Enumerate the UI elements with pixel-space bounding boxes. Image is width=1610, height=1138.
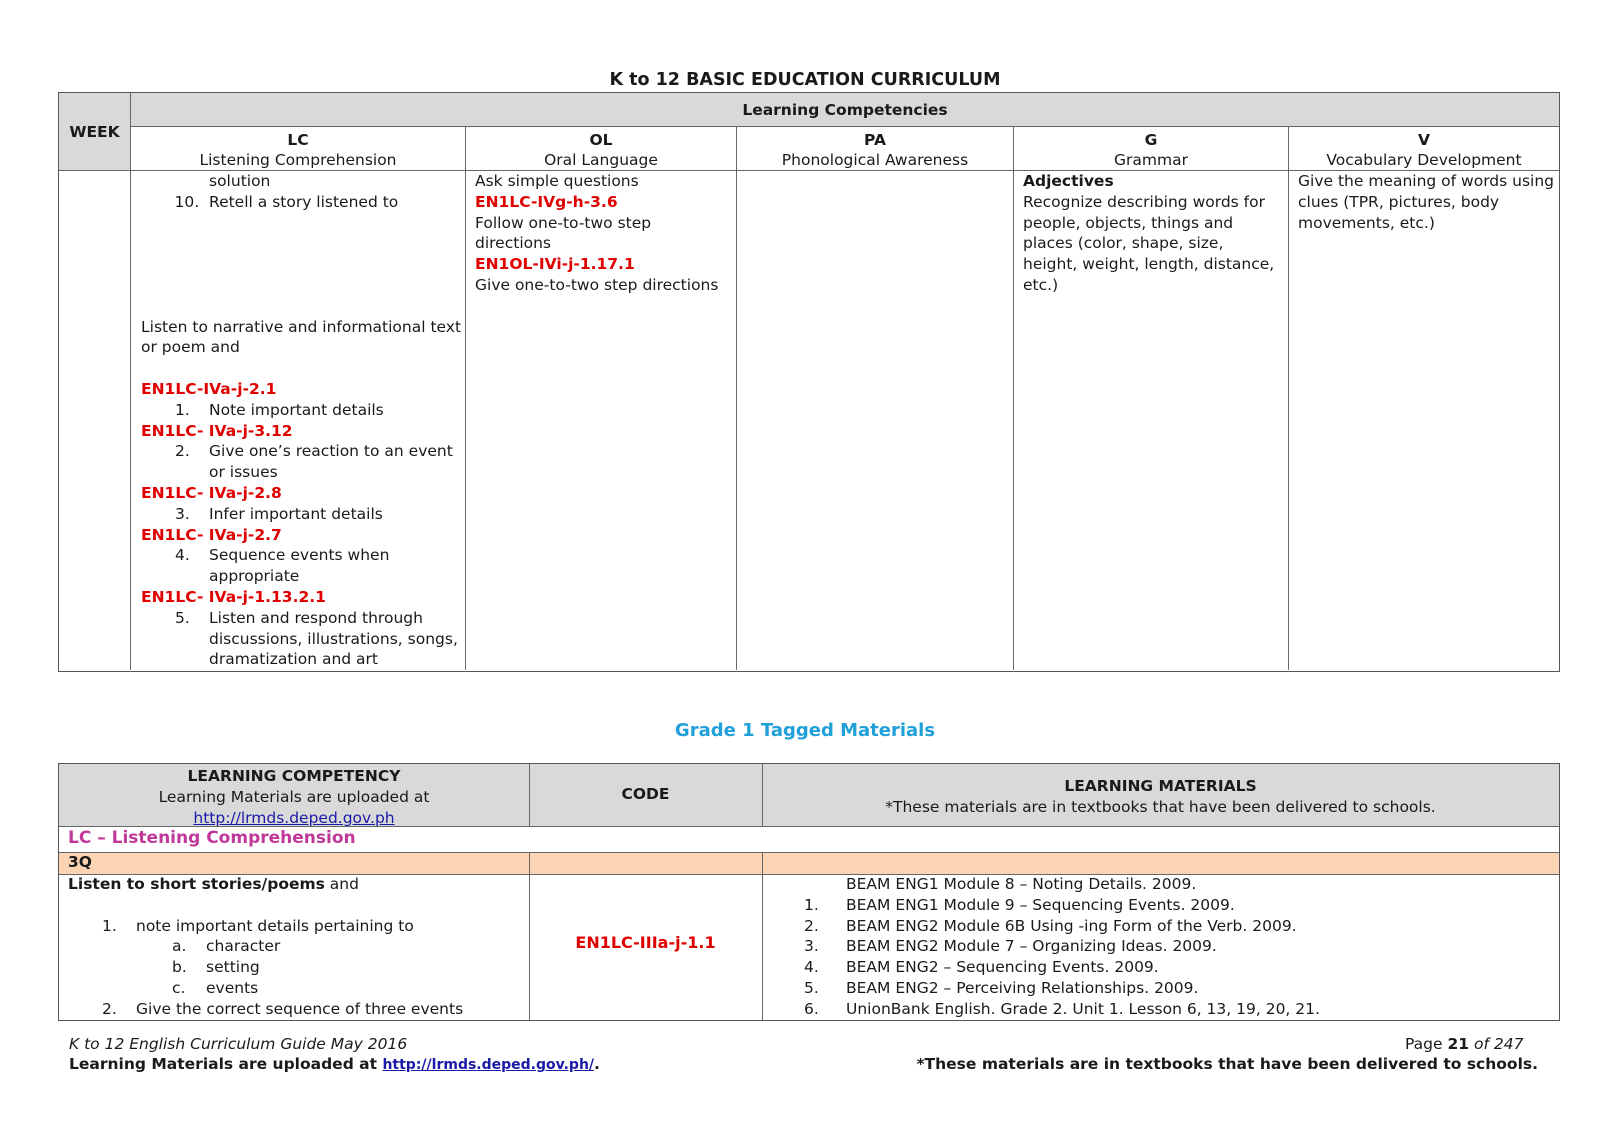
- column-header-v: [1289, 131, 1559, 169]
- material-item: [762, 978, 1512, 999]
- ol-line: directions: [475, 234, 552, 253]
- material-item: [762, 916, 1512, 937]
- material-number: 2.: [804, 916, 819, 935]
- footer-lrmds-link[interactable]: http://lrmds.deped.gov.ph/: [382, 1057, 595, 1073]
- material-text: BEAM ENG1 Module 8 – Noting Details. 2009.: [846, 875, 1197, 893]
- tagged-materials-title: Grade 1 Tagged Materials: [674, 720, 936, 741]
- column-header-pa: [737, 131, 1013, 169]
- materials-list: [762, 874, 1512, 1020]
- competency-item: 2. Give the correct sequence of three events: [102, 999, 464, 1018]
- learning-materials-header: [762, 776, 1559, 818]
- column-name: Grammar: [1114, 151, 1188, 169]
- competency-code: EN1LC- IVa-j-1.13.2.1: [141, 587, 326, 606]
- document-title: K to 12 BASIC EDUCATION CURRICULUM: [609, 70, 1001, 90]
- g-line: people, objects, things and: [1023, 213, 1234, 232]
- column-code: PA: [864, 131, 886, 149]
- competencies-table: [58, 92, 1560, 672]
- competency-lead: Listen to short stories/poems and: [68, 875, 359, 893]
- lc-line: solution: [209, 172, 271, 190]
- ol-cell: [475, 171, 733, 296]
- lc-intro: or poem and: [141, 338, 240, 357]
- lc-list-item: 10. Retell a story listened to: [141, 192, 461, 213]
- g-line: places (color, shape, size,: [1023, 234, 1224, 253]
- column-code: V: [1418, 131, 1430, 149]
- g-cell: [1023, 171, 1285, 296]
- material-number: 1.: [804, 895, 819, 914]
- competency-code: EN1LC- IVa-j-2.7: [141, 525, 282, 544]
- g-line: Recognize describing words for: [1023, 192, 1265, 211]
- g-line: height, weight, length, distance,: [1023, 255, 1275, 274]
- week-header: WEEK: [69, 123, 120, 141]
- ol-line: Ask simple questions: [475, 172, 639, 190]
- material-item: [762, 874, 1512, 895]
- competency-code: EN1LC-IIIa-j-1.1: [575, 933, 716, 952]
- material-text: BEAM ENG2 – Sequencing Events. 2009.: [846, 958, 1159, 977]
- v-cell: [1298, 171, 1556, 233]
- material-item: [762, 999, 1512, 1020]
- lc-list-item-cont: dramatization and art: [209, 650, 378, 669]
- column-header-lc: [131, 131, 465, 169]
- material-text: BEAM ENG2 Module 7 – Organizing Ideas. 2009.: [846, 937, 1217, 956]
- competency-code: EN1LC- IVa-j-2.8: [141, 483, 282, 502]
- v-line: clues (TPR, pictures, body: [1298, 192, 1500, 211]
- learning-competency-header: [59, 766, 529, 828]
- lc-list-item-cont: or issues: [209, 463, 278, 482]
- column-code: OL: [589, 131, 613, 149]
- v-line: Give the meaning of words using: [1298, 172, 1555, 190]
- competency-subitem: c. events: [172, 978, 259, 997]
- material-item: [762, 957, 1512, 978]
- material-text: BEAM ENG2 Module 6B Using -ing Form of the Verb. 2009.: [846, 916, 1297, 935]
- lc-list-item-cont: appropriate: [209, 567, 300, 586]
- ol-line: Give one-to-two step directions: [475, 275, 719, 294]
- lc-list-item: 5. Listen and respond through: [175, 608, 423, 627]
- competency-subitem: a. character: [172, 937, 281, 956]
- grammar-heading: Adjectives: [1023, 172, 1114, 190]
- v-line: movements, etc.): [1298, 213, 1435, 232]
- competency-item: 1. note important details pertaining to: [102, 916, 414, 935]
- column-header-ol: [466, 131, 736, 169]
- learning-competencies-header: Learning Competencies: [742, 101, 948, 119]
- material-number: 4.: [804, 958, 819, 977]
- column-name: Phonological Awareness: [781, 151, 969, 169]
- material-text: BEAM ENG2 – Perceiving Relationships. 2009.: [846, 978, 1199, 997]
- lc-list-item-cont: discussions, illustrations, songs,: [209, 629, 458, 648]
- material-item: [762, 895, 1512, 916]
- competency-subitem: b. setting: [172, 958, 260, 977]
- column-name: Oral Language: [544, 151, 658, 169]
- material-text: UnionBank English. Grade 2. Unit 1. Lesson 6, 13, 19, 20, 21.: [846, 999, 1320, 1018]
- ol-line: Follow one-to-two step: [475, 213, 652, 232]
- column-name: Vocabulary Development: [1326, 151, 1522, 169]
- code-header: CODE: [621, 785, 670, 803]
- lrmds-link[interactable]: http://lrmds.deped.gov.ph: [193, 808, 395, 827]
- header-title: LEARNING COMPETENCY: [187, 767, 401, 785]
- lc-list-item: 3. Infer important details: [175, 504, 383, 523]
- guide-title: K to 12 English Curriculum Guide May 2016: [69, 1035, 408, 1053]
- column-name: Listening Comprehension: [199, 151, 397, 169]
- material-number: 5.: [804, 978, 819, 997]
- page-number: Page 21 of 247: [1405, 1035, 1524, 1053]
- textbook-note: *These materials are in textbooks that have been delivered to schools.: [916, 1055, 1538, 1073]
- list-number: 10.: [174, 192, 200, 211]
- tagged-materials-table: [58, 763, 1560, 1021]
- material-text: BEAM ENG1 Module 9 – Sequencing Events. 2009.: [846, 895, 1235, 914]
- lc-list-item: 1. Note important details: [175, 400, 384, 419]
- lc-list-item: 4. Sequence events when: [175, 546, 390, 565]
- competency-code: EN1LC-IVa-j-2.1: [141, 379, 277, 398]
- competency-code: EN1LC- IVa-j-3.12: [141, 421, 293, 440]
- header-sub: Learning Materials are uploaded at: [158, 787, 430, 806]
- competency-code: EN1LC-IVg-h-3.6: [475, 192, 618, 211]
- section-label: LC – Listening Comprehension: [68, 828, 356, 848]
- uploaded-note: Learning Materials are uploaded at http://lrmds.deped.gov.ph/.: [69, 1055, 600, 1073]
- column-header-g: [1014, 131, 1288, 169]
- header-sub: *These materials are in textbooks that have been delivered to schools.: [885, 797, 1436, 816]
- competency-code: EN1OL-IVi-j-1.17.1: [475, 255, 635, 274]
- lc-list-item: 2. Give one’s reaction to an event: [175, 442, 453, 461]
- competency-cell: [68, 874, 526, 1020]
- column-code: LC: [287, 131, 309, 149]
- material-item: [762, 936, 1512, 957]
- quarter-label: 3Q: [68, 853, 92, 871]
- material-number: 6.: [804, 999, 819, 1018]
- column-code: G: [1144, 131, 1158, 149]
- lc-cell: [141, 171, 461, 670]
- header-title: LEARNING MATERIALS: [1064, 777, 1257, 795]
- material-number: 3.: [804, 937, 819, 956]
- g-line: etc.): [1023, 275, 1059, 294]
- quarter-row-bg: [59, 853, 1559, 874]
- lc-intro: Listen to narrative and informational text: [141, 317, 462, 336]
